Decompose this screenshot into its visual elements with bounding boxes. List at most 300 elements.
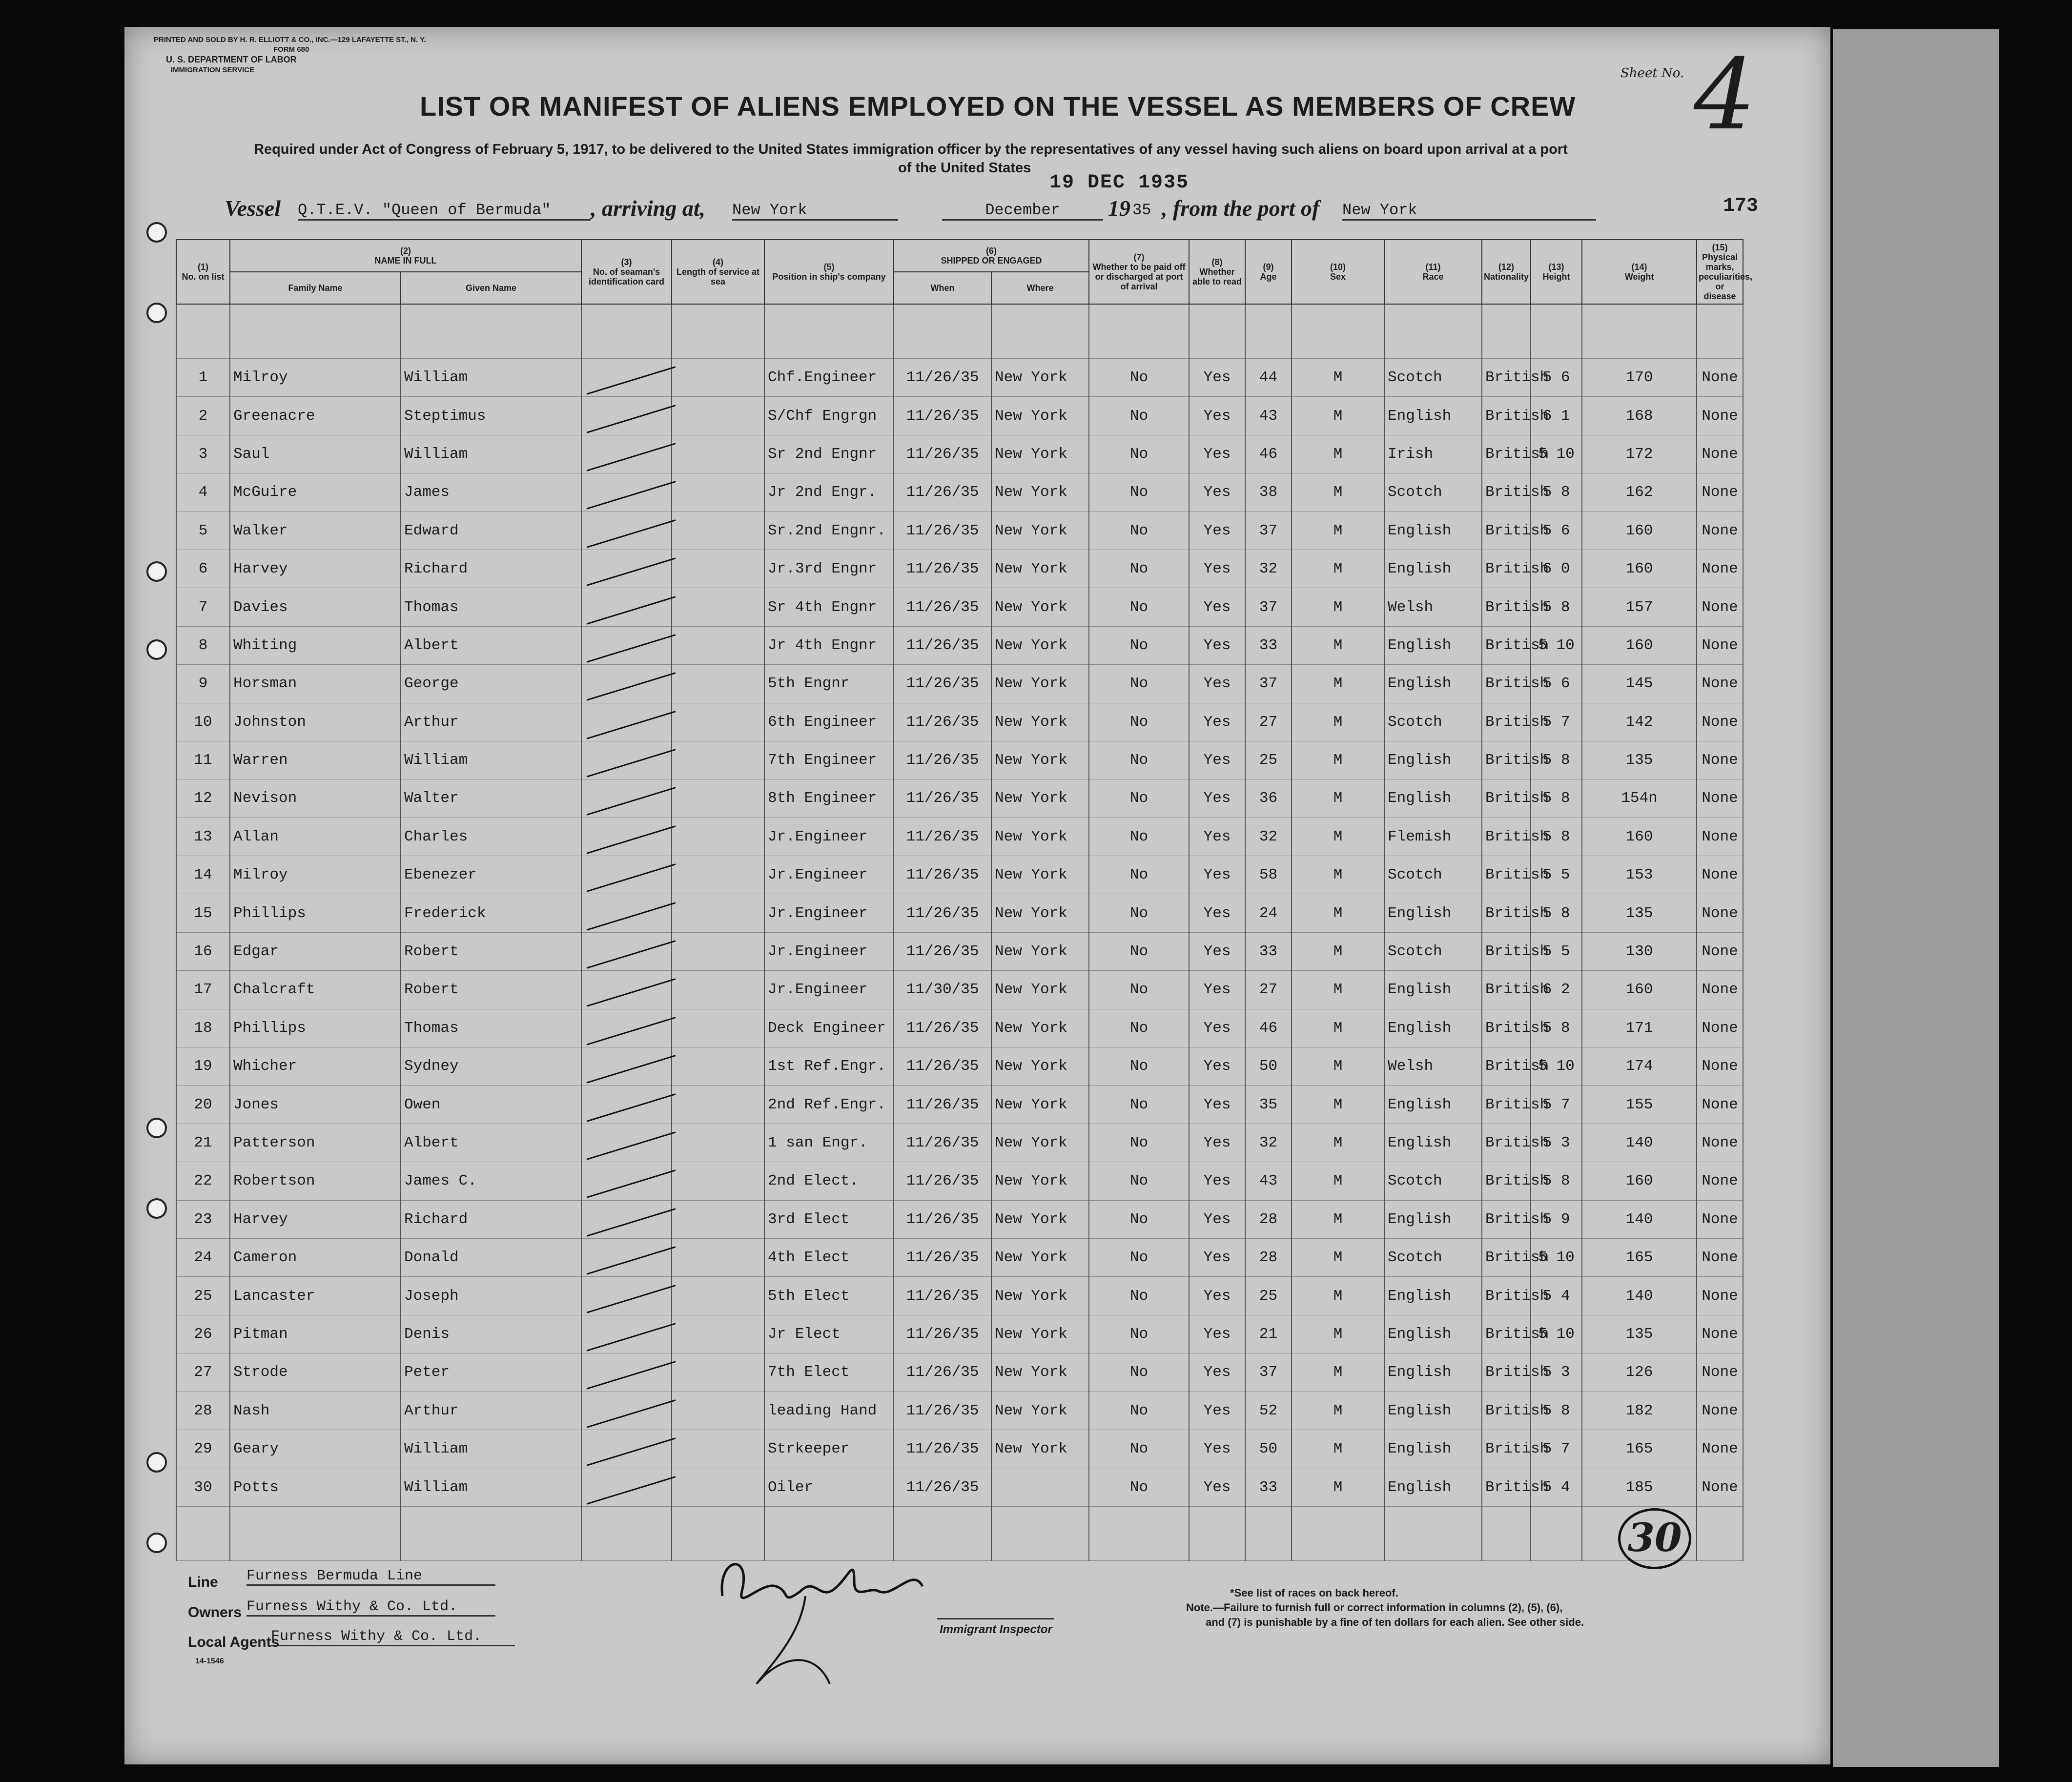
cell-paid: No — [1089, 1009, 1189, 1047]
cell-family: Nash — [230, 1392, 401, 1430]
id-card-cell — [581, 1162, 672, 1200]
cell-race: English — [1384, 550, 1482, 588]
cell-nat: British — [1482, 512, 1531, 550]
cell-position: Jr.3rd Engnr — [764, 550, 894, 588]
checkmark-stroke — [587, 1131, 676, 1160]
cell-given: Joseph — [401, 1277, 581, 1315]
id-card-cell — [581, 1009, 672, 1047]
cell-read: Yes — [1189, 665, 1245, 703]
table-row — [176, 1277, 1743, 1315]
cell-sex: M — [1292, 1238, 1384, 1276]
cell-weight: 160 — [1582, 512, 1697, 550]
cell-race: English — [1384, 779, 1482, 818]
cell-given: James — [401, 473, 581, 512]
cell-marks: None — [1697, 665, 1743, 703]
cell-position: Deck Engineer — [764, 1009, 894, 1047]
binder-hole — [146, 1452, 167, 1473]
table-row — [176, 665, 1743, 703]
cell-race: English — [1384, 1353, 1482, 1392]
cell-sex: M — [1292, 1277, 1384, 1315]
table-row — [176, 1047, 1743, 1086]
cell-when: 11/26/35 — [894, 894, 991, 932]
cell-when: 11/26/35 — [894, 1353, 991, 1392]
cell-nat: British — [1482, 1277, 1531, 1315]
cell-paid: No — [1089, 473, 1189, 512]
cell-sex: M — [1292, 665, 1384, 703]
service-cell — [672, 1353, 764, 1392]
col-given-name-header: Given Name — [401, 272, 581, 304]
cell-race: Scotch — [1384, 932, 1482, 970]
id-card-cell — [581, 665, 672, 703]
cell-height: 5 8 — [1531, 741, 1582, 779]
cell-height: 5 8 — [1531, 779, 1582, 818]
cell-marks: None — [1697, 818, 1743, 856]
cell-where: New York — [991, 1200, 1089, 1238]
cell-given: Steptimus — [401, 397, 581, 435]
cell-weight: 165 — [1582, 1238, 1697, 1276]
cell-where: New York — [991, 588, 1089, 626]
id-card-cell — [581, 1124, 672, 1162]
cell-nat: British — [1482, 588, 1531, 626]
cell-where: New York — [991, 894, 1089, 932]
from-port: New York — [1342, 201, 1596, 221]
cell-sex: M — [1292, 1353, 1384, 1392]
checkmark-stroke — [587, 405, 676, 433]
cell-no: 3 — [176, 435, 230, 473]
circled-total: 30 — [1618, 1508, 1691, 1569]
cell-nat: British — [1482, 703, 1531, 741]
cell-marks: None — [1697, 1047, 1743, 1086]
cell-no: 29 — [176, 1430, 230, 1468]
table-spacer-row — [176, 304, 1743, 359]
cell-when: 11/26/35 — [894, 1315, 991, 1353]
cell-when: 11/26/35 — [894, 1468, 991, 1506]
cell-where: New York — [991, 397, 1089, 435]
cell-race: Scotch — [1384, 1238, 1482, 1276]
cell-family: Robertson — [230, 1162, 401, 1200]
service-cell — [672, 1047, 764, 1086]
cell-position: 5th Engnr — [764, 665, 894, 703]
cell-age: 33 — [1245, 626, 1292, 664]
cell-nat: British — [1482, 1430, 1531, 1468]
year-suffix: 35 — [1132, 201, 1151, 219]
col-height-header: (13) Height — [1531, 240, 1582, 304]
cell-position: Jr 2nd Engr. — [764, 473, 894, 512]
cell-paid: No — [1089, 932, 1189, 970]
col-paid-off-header: (7) Whether to be paid off or discharged at port of arrival — [1089, 240, 1189, 304]
cell-height: 5 4 — [1531, 1277, 1582, 1315]
service-cell — [672, 856, 764, 894]
cell-given: Robert — [401, 932, 581, 970]
cell-age: 24 — [1245, 894, 1292, 932]
binder-hole — [146, 1118, 167, 1138]
cell-height: 5 8 — [1531, 1162, 1582, 1200]
cell-race: Scotch — [1384, 359, 1482, 397]
cell-sex: M — [1292, 779, 1384, 818]
cell-marks: None — [1697, 1468, 1743, 1506]
cell-age: 32 — [1245, 550, 1292, 588]
cell-given: Frederick — [401, 894, 581, 932]
id-card-cell — [581, 626, 672, 664]
cell-age: 38 — [1245, 473, 1292, 512]
cell-where: New York — [991, 779, 1089, 818]
cell-paid: No — [1089, 1162, 1189, 1200]
cell-marks: None — [1697, 741, 1743, 779]
table-row — [176, 932, 1743, 970]
cell-sex: M — [1292, 1315, 1384, 1353]
cell-age: 32 — [1245, 1124, 1292, 1162]
cell-sex: M — [1292, 1047, 1384, 1086]
cell-where: New York — [991, 703, 1089, 741]
cell-family: Milroy — [230, 359, 401, 397]
cell-sex: M — [1292, 1200, 1384, 1238]
cell-race: English — [1384, 1124, 1482, 1162]
cell-weight: 153 — [1582, 856, 1697, 894]
table-row — [176, 359, 1743, 397]
checkmark-stroke — [587, 596, 676, 624]
cell-sex: M — [1292, 588, 1384, 626]
cell-paid: No — [1089, 1315, 1189, 1353]
cell-no: 26 — [176, 1315, 230, 1353]
table-row — [176, 894, 1743, 932]
cell-sex: M — [1292, 1430, 1384, 1468]
cell-position: Jr.Engineer — [764, 818, 894, 856]
cell-no: 5 — [176, 512, 230, 550]
cell-position: 5th Elect — [764, 1277, 894, 1315]
cell-given: Walter — [401, 779, 581, 818]
cell-no: 17 — [176, 971, 230, 1009]
arriving-label: , arriving at, — [591, 196, 706, 221]
cell-paid: No — [1089, 550, 1189, 588]
cell-nat: British — [1482, 473, 1531, 512]
cell-weight: 174 — [1582, 1047, 1697, 1086]
col-weight-header: (14) Weight — [1582, 240, 1697, 304]
table-row — [176, 1200, 1743, 1238]
service-cell — [672, 1277, 764, 1315]
cell-no: 21 — [176, 1124, 230, 1162]
cell-sex: M — [1292, 741, 1384, 779]
cell-nat: British — [1482, 1353, 1531, 1392]
cell-paid: No — [1089, 1468, 1189, 1506]
cell-position: Jr.Engineer — [764, 971, 894, 1009]
cell-no: 28 — [176, 1392, 230, 1430]
cell-where: New York — [991, 473, 1089, 512]
cell-where: New York — [991, 1162, 1089, 1200]
cell-marks: None — [1697, 1353, 1743, 1392]
service-cell — [672, 1392, 764, 1430]
cell-given: William — [401, 359, 581, 397]
col-shipped-header: (6) SHIPPED OR ENGAGED — [894, 240, 1089, 272]
cell-nat: British — [1482, 856, 1531, 894]
cell-when: 11/26/35 — [894, 1086, 991, 1124]
cell-sex: M — [1292, 359, 1384, 397]
cell-marks: None — [1697, 856, 1743, 894]
cell-marks: None — [1697, 512, 1743, 550]
cell-where — [991, 1468, 1089, 1506]
cell-family: Greenacre — [230, 397, 401, 435]
checkmark-stroke — [587, 557, 676, 586]
cell-family: Pitman — [230, 1315, 401, 1353]
checkmark-stroke — [587, 711, 676, 739]
col-nationality-header: (12) Nationality — [1482, 240, 1531, 304]
cell-age: 32 — [1245, 818, 1292, 856]
cell-nat: British — [1482, 741, 1531, 779]
cell-read: Yes — [1189, 779, 1245, 818]
cell-read: Yes — [1189, 435, 1245, 473]
cell-read: Yes — [1189, 1277, 1245, 1315]
cell-when: 11/26/35 — [894, 1200, 991, 1238]
cell-age: 37 — [1245, 1353, 1292, 1392]
cell-when: 11/26/35 — [894, 550, 991, 588]
table-row — [176, 1009, 1743, 1047]
binder-hole — [146, 1533, 167, 1553]
id-card-cell — [581, 703, 672, 741]
cell-given: Richard — [401, 1200, 581, 1238]
cell-where: New York — [991, 741, 1089, 779]
id-card-cell — [581, 856, 672, 894]
cell-weight: 140 — [1582, 1124, 1697, 1162]
cell-height: 5 8 — [1531, 894, 1582, 932]
cell-read: Yes — [1189, 932, 1245, 970]
cell-given: Ebenezer — [401, 856, 581, 894]
table-row — [176, 550, 1743, 588]
id-card-cell — [581, 1468, 672, 1506]
cell-marks: None — [1697, 1200, 1743, 1238]
cell-paid: No — [1089, 1086, 1189, 1124]
id-card-cell — [581, 1086, 672, 1124]
col-race-header: (11) Race — [1384, 240, 1482, 304]
cell-paid: No — [1089, 818, 1189, 856]
table-row — [176, 856, 1743, 894]
cell-paid: No — [1089, 1353, 1189, 1392]
adjacent-page-edge — [1833, 29, 1999, 1767]
cell-marks: None — [1697, 1124, 1743, 1162]
cell-when: 11/26/35 — [894, 512, 991, 550]
cell-nat: British — [1482, 397, 1531, 435]
cell-nat: British — [1482, 1086, 1531, 1124]
cell-where: New York — [991, 856, 1089, 894]
cell-read: Yes — [1189, 856, 1245, 894]
sheet-label: Sheet No. — [1621, 66, 1684, 81]
checkmark-stroke — [587, 979, 676, 1007]
id-card-cell — [581, 1047, 672, 1086]
cell-height: 5 3 — [1531, 1353, 1582, 1392]
cell-race: English — [1384, 1392, 1482, 1430]
cell-no: 15 — [176, 894, 230, 932]
cell-nat: British — [1482, 818, 1531, 856]
cell-family: Lancaster — [230, 1277, 401, 1315]
cell-position: leading Hand — [764, 1392, 894, 1430]
service-cell — [672, 1430, 764, 1468]
checkmark-stroke — [587, 1285, 676, 1313]
cell-sex: M — [1292, 703, 1384, 741]
cell-given: Edward — [401, 512, 581, 550]
cell-height: 5 6 — [1531, 512, 1582, 550]
cell-nat: British — [1482, 1392, 1531, 1430]
table-row — [176, 1162, 1743, 1200]
form-number: FORM 680 — [273, 45, 309, 54]
checkmark-stroke — [587, 825, 676, 854]
cell-where: New York — [991, 1086, 1089, 1124]
cell-where: New York — [991, 1315, 1089, 1353]
checkmark-stroke — [587, 443, 676, 471]
table-row — [176, 741, 1743, 779]
cell-given: Owen — [401, 1086, 581, 1124]
cell-race: Scotch — [1384, 703, 1482, 741]
cell-age: 43 — [1245, 1162, 1292, 1200]
cell-sex: M — [1292, 1392, 1384, 1430]
cell-given: Arthur — [401, 703, 581, 741]
cell-age: 50 — [1245, 1430, 1292, 1468]
cell-position: Oiler — [764, 1468, 894, 1506]
cell-height: 5 10 — [1531, 1238, 1582, 1276]
cell-height: 6 2 — [1531, 971, 1582, 1009]
cell-family: Potts — [230, 1468, 401, 1506]
cell-height: 5 3 — [1531, 1124, 1582, 1162]
cell-marks: None — [1697, 359, 1743, 397]
table-row — [176, 626, 1743, 664]
cell-where: New York — [991, 1124, 1089, 1162]
cell-no: 13 — [176, 818, 230, 856]
checkmark-stroke — [587, 634, 676, 662]
cell-marks: None — [1697, 779, 1743, 818]
cell-age: 33 — [1245, 1468, 1292, 1506]
cell-nat: British — [1482, 1162, 1531, 1200]
document-subtitle: Required under Act of Congress of February 5, 1917, to be delivered to the United States immigration officer by the representatives of any vessel having such aliens on board upon arrival at a port — [254, 142, 1568, 157]
cell-height: 5 6 — [1531, 665, 1582, 703]
cell-nat: British — [1482, 665, 1531, 703]
cell-family: Harvey — [230, 550, 401, 588]
binder-hole — [146, 222, 167, 243]
service-cell — [672, 779, 764, 818]
cell-weight: 135 — [1582, 1315, 1697, 1353]
cell-weight: 162 — [1582, 473, 1697, 512]
service-cell — [672, 932, 764, 970]
service-cell — [672, 359, 764, 397]
cell-paid: No — [1089, 397, 1189, 435]
id-card-cell — [581, 971, 672, 1009]
cell-family: Harvey — [230, 1200, 401, 1238]
cell-marks: None — [1697, 894, 1743, 932]
service-cell — [672, 703, 764, 741]
col-name-header: (2) NAME IN FULL — [230, 240, 581, 272]
table-row — [176, 1430, 1743, 1468]
cell-weight: 140 — [1582, 1277, 1697, 1315]
id-card-cell — [581, 932, 672, 970]
cell-position: 1st Ref.Engr. — [764, 1047, 894, 1086]
cell-no: 24 — [176, 1238, 230, 1276]
cell-weight: 135 — [1582, 894, 1697, 932]
line-label: Line — [188, 1574, 218, 1590]
cell-when: 11/26/35 — [894, 741, 991, 779]
cell-paid: No — [1089, 779, 1189, 818]
cell-when: 11/26/35 — [894, 1162, 991, 1200]
cell-height: 5 10 — [1531, 1047, 1582, 1086]
cell-no: 12 — [176, 779, 230, 818]
cell-read: Yes — [1189, 1086, 1245, 1124]
cell-marks: None — [1697, 550, 1743, 588]
cell-no: 25 — [176, 1277, 230, 1315]
cell-position: 7th Elect — [764, 1353, 894, 1392]
cell-when: 11/26/35 — [894, 779, 991, 818]
checkmark-stroke — [587, 1361, 676, 1390]
cell-height: 5 8 — [1531, 818, 1582, 856]
cell-age: 44 — [1245, 359, 1292, 397]
cell-weight: 172 — [1582, 435, 1697, 473]
cell-family: Phillips — [230, 1009, 401, 1047]
cell-position: 1 san Engr. — [764, 1124, 894, 1162]
cell-nat: British — [1482, 1009, 1531, 1047]
cell-family: Allan — [230, 818, 401, 856]
cell-weight: 182 — [1582, 1392, 1697, 1430]
cell-height: 5 7 — [1531, 703, 1582, 741]
table-row — [176, 818, 1743, 856]
cell-where: New York — [991, 512, 1089, 550]
cell-family: Geary — [230, 1430, 401, 1468]
cell-where: New York — [991, 1009, 1089, 1047]
cell-sex: M — [1292, 1086, 1384, 1124]
service-cell — [672, 1086, 764, 1124]
checkmark-stroke — [587, 1323, 676, 1351]
cell-nat: British — [1482, 435, 1531, 473]
cell-height: 6 1 — [1531, 397, 1582, 435]
cell-given: Donald — [401, 1238, 581, 1276]
service-cell — [672, 1009, 764, 1047]
id-card-cell — [581, 779, 672, 818]
table-row — [176, 435, 1743, 473]
cell-where: New York — [991, 435, 1089, 473]
cell-when: 11/26/35 — [894, 703, 991, 741]
cell-race: English — [1384, 741, 1482, 779]
year-prefix: 19 — [1108, 196, 1130, 221]
cell-height: 6 0 — [1531, 550, 1582, 588]
col-service-header: (4) Length of service at sea — [672, 240, 764, 304]
service-cell — [672, 512, 764, 550]
cell-age: 43 — [1245, 397, 1292, 435]
cell-given: George — [401, 665, 581, 703]
inspector-signature — [708, 1537, 962, 1713]
id-card-cell — [581, 359, 672, 397]
cell-marks: None — [1697, 473, 1743, 512]
cell-sex: M — [1292, 1124, 1384, 1162]
cell-paid: No — [1089, 703, 1189, 741]
cell-given: Thomas — [401, 588, 581, 626]
id-card-cell — [581, 741, 672, 779]
cell-weight: 168 — [1582, 397, 1697, 435]
cell-nat: British — [1482, 932, 1531, 970]
cell-read: Yes — [1189, 818, 1245, 856]
cell-paid: No — [1089, 1392, 1189, 1430]
cell-given: Robert — [401, 971, 581, 1009]
document-title: LIST OR MANIFEST OF ALIENS EMPLOYED ON THE VESSEL AS MEMBERS OF CREW — [420, 91, 1576, 122]
table-row — [176, 1238, 1743, 1276]
cell-height: 5 7 — [1531, 1086, 1582, 1124]
cell-weight: 160 — [1582, 550, 1697, 588]
table-row — [176, 1315, 1743, 1353]
cell-marks: None — [1697, 1009, 1743, 1047]
service-cell — [672, 435, 764, 473]
cell-race: English — [1384, 512, 1482, 550]
cell-position: 3rd Elect — [764, 1200, 894, 1238]
cell-when: 11/26/35 — [894, 1277, 991, 1315]
cell-paid: No — [1089, 435, 1189, 473]
cell-sex: M — [1292, 1468, 1384, 1506]
cell-where: New York — [991, 932, 1089, 970]
arriving-port: New York — [732, 201, 898, 221]
cell-where: New York — [991, 550, 1089, 588]
cell-race: English — [1384, 1468, 1482, 1506]
cell-race: English — [1384, 1086, 1482, 1124]
